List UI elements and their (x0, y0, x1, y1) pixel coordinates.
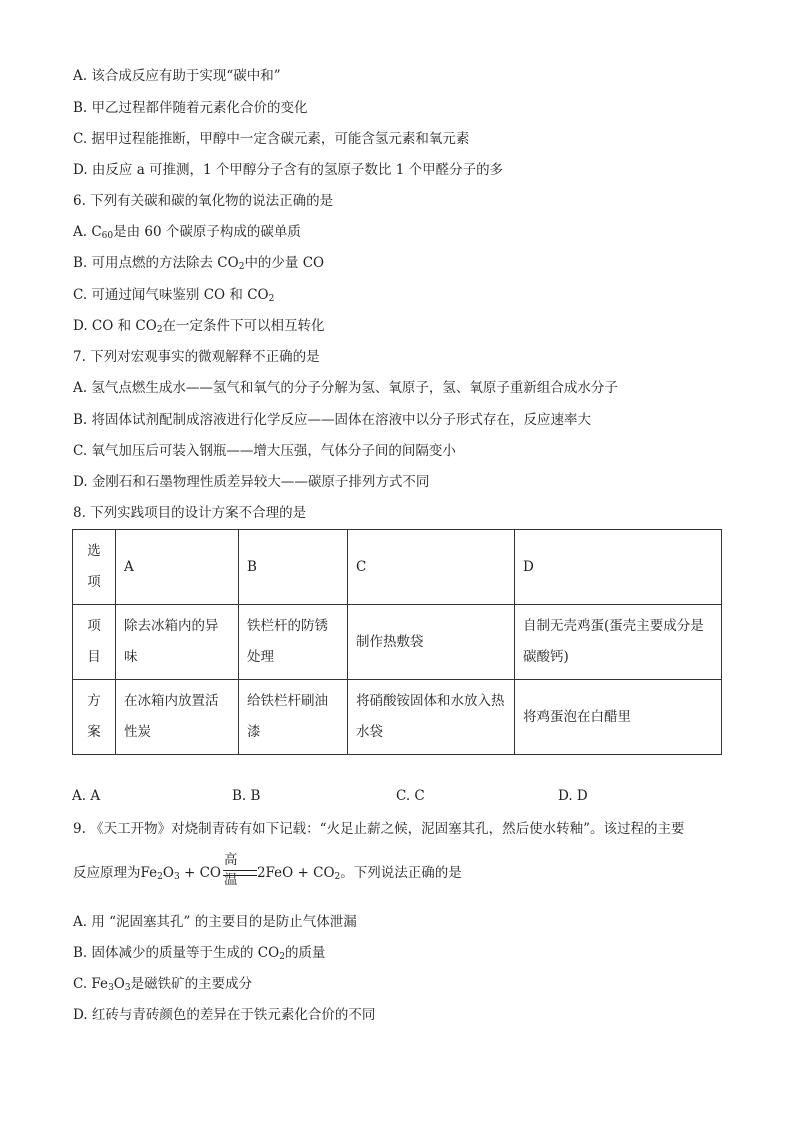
q9-reaction: 反应原理为$Fe_2O_3$ + CO $2FeO + CO_2$。下列说法正确的是 (73, 865, 462, 882)
reaction-condition-label: 高温 (224, 852, 238, 888)
q5-option-d: D. 由反应 a 可推测，1 个甲醇分子含有的氢原子数比 1 个甲醛分子的多 (73, 162, 504, 178)
q8-stem: 8. 下列实践项目的设计方案不合理的是 (73, 505, 307, 521)
q5-option-a: A. 该合成反应有助于实现“碳中和” (73, 68, 281, 84)
q8-answer-d: D. D (558, 788, 588, 804)
table-cell: 项目 (73, 605, 116, 680)
equals-sign (223, 870, 257, 876)
table-cell: 选项 (73, 530, 116, 605)
q7-option-a: A. 氢气点燃生成水——氢气和氧气的分子分解为氢、氧原子，氢、氧原子重新组合成水分子 (73, 380, 618, 396)
table-cell: 给铁栏杆刷油漆 (239, 680, 348, 755)
q5-option-b: B. 甲乙过程都伴随着元素化合价的变化 (73, 100, 308, 116)
table-cell: A (116, 530, 239, 605)
q8-answer-c: C. C (396, 788, 425, 804)
q9-option-a: A. 用 “泥固塞其孔” 的主要目的是防止气体泄漏 (73, 914, 357, 930)
q6-option-a: A. $C_{60}$是由 60 个碳原子构成的碳单质 (73, 224, 301, 241)
reaction-condition (143, 850, 238, 888)
q6-option-d: D. CO 和 $CO_2$在一定条件下可以相互转化 (73, 318, 325, 335)
q8-table (72, 529, 722, 755)
q9-option-d: D. 红砖与青砖颜色的差异在于铁元素化合价的不同 (73, 1007, 376, 1023)
table-cell: 除去冰箱内的异味 (116, 605, 239, 680)
q7-option-b: B. 将固体试剂配制成溶液进行化学反应——固体在溶液中以分子形式存在，反应速率大 (73, 412, 592, 428)
table-cell: D (515, 530, 722, 605)
table-cell: 制作热敷袋 (348, 605, 515, 680)
q5-option-c: C. 据甲过程能推断，甲醇中一定含碳元素，可能含氢元素和氧元素 (73, 131, 470, 147)
q8-answer-b: B. B (232, 788, 261, 804)
table-cell: 铁栏杆的防锈处理 (239, 605, 348, 680)
table-row (73, 605, 722, 680)
q7-stem: 7. 下列对宏观事实的微观解释不正确的是 (73, 349, 320, 365)
table-row (73, 530, 722, 605)
table-row (73, 680, 722, 755)
q6-option-c: C. 可通过闻气味鉴别 CO 和 $CO_2$ (73, 287, 275, 304)
q8-answer-a: A. A (72, 788, 101, 804)
table-cell: C (348, 530, 515, 605)
q6-option-b: B. 可用点燃的方法除去 $CO_2$中的少量 CO (73, 255, 325, 272)
q7-option-c: C. 氧气加压后可装入钢瓶——增大压强，气体分子间的间隔变小 (73, 443, 456, 459)
q9-option-b: B. 固体减少的质量等于生成的 $CO_2$的质量 (73, 945, 326, 962)
table-cell: B (239, 530, 348, 605)
q9-stem: 9. 《天工开物》对烧制青砖有如下记载：“火足止薪之候，泥固塞其孔，然后使水转釉”。该过程的主要 (73, 821, 685, 837)
table-cell: 将鸡蛋泡在白醋里 (515, 680, 722, 755)
q6-stem: 6. 下列有关碳和碳的氧化物的说法正确的是 (73, 193, 334, 209)
q9-option-c: C. $Fe_3O_3$是磁铁矿的主要成分 (73, 976, 253, 993)
table-cell: 在冰箱内放置活性炭 (116, 680, 239, 755)
table-cell: 方案 (73, 680, 116, 755)
table-cell: 将硝酸铵固体和水放入热水袋 (348, 680, 515, 755)
table-cell: 自制无壳鸡蛋(蛋壳主要成分是碳酸钙) (515, 605, 722, 680)
q7-option-d: D. 金刚石和石墨物理性质差异较大——碳原子排列方式不同 (73, 474, 430, 490)
